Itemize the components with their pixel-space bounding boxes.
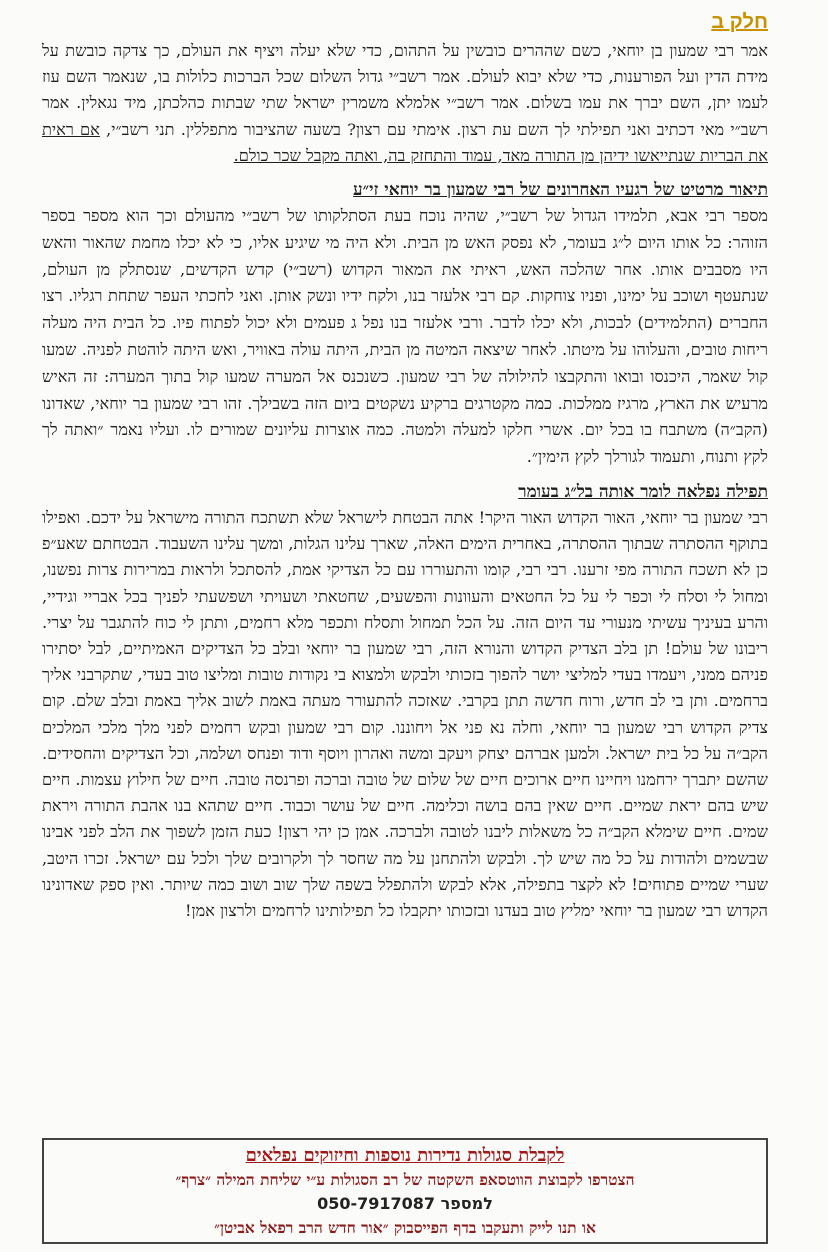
intro-text: אמר רבי שמעון בן יוחאי, כשם שההרים כובשין על התהום, כדי שלא יעלה ויציף את העולם, כך צדקה כובשת על מידת הדין ועל הפורענות, כדי שלא יבוא לעולם. אמר רשב״י גדול השלום שכל הברכות כלולות בו, שנאמר השם עוז לעמו יתן, השם יברך את עמו בשלום. אמר רשב״י אלמלא משמרין ישראל שתי שבתות כהלכתן, מיד נגאלין. אמר רשב״י מאי דכתיב ואני תפילתי לך השם עת רצון. אימתי עם רצון? בשעה שהציבור מתפללין. תני רשב״י, [42, 41, 768, 139]
part-heading: חלק ב [711, 11, 768, 33]
intro-paragraph [42, 38, 768, 169]
contact-box [42, 1138, 768, 1244]
intro-underlined-text: אם ראית את הבריות שנתייאשו ידיהן מן התורה מאד, עמוד והתחזק בה, ואתה מקבל שכר כולם. [42, 119, 768, 165]
phone-label: למספר [440, 1194, 493, 1213]
prayer-paragraph: רבי שמעון בר יוחאי, האור הקדוש האור היקר! אתה הבטחת לישראל שלא תשתכח התורה מישראל על ידכם. ואפילו בתוקף ההסתרה שבתוך ההסתרה, באחרית הימים האלה, שארך עלינו הגלות, ומשך עלינו השעבוד. הבטחתם שאע״פ כן לא תשכח התורה מפי זרענו. רבי רבי, קומו והתעוררו עם כל הצדיקי אמת, להסתכל ולראות במרירות צרות נפשנו, ומחול לי וסלח לי וכפר לי על כל החטאים והעוונות והפשעים, שחטאתי ושעויתי ושפשעתי לפניך בכל אבריי וגידיי, והרע בעיניך עשיתי מנעורי עד היום הזה. על הכל תמחול ותסלח ותכפר מלא רחמים, ותתן לי כוח להתגבר על יצרי. ריבונו של עולם! תן בלב הצדיק הקדוש והנורא הזה, רבי שמעון בר יוחאי ובלב כל הצדיקים האמיתיים, לבל יסתירו פניהם ממני, ויעמדו בעדי למליצי יושר להפוך בזכותי ולבקש ולמצוא בי נקודות טובות ומליצו טוב בעדי, שתקרבני אליך ברחמים. ותן בי לב חדש, ורוח חדשה תתן בקרבי. שאזכה להתעורר מעתה באמת לשוב אליך באמת ובלב שלם. קום צדיק הקדוש רבי שמעון בר יוחאי, וחלה נא פני אל ויחוננו. קום רבי שמעון ובקש רחמים לפני מלך מלכי המלכים הקב״ה על כל בית ישראל. ולמען אברהם יצחק ויעקב ומשה ואהרון ויוסף ודוד ופנחס ושלמה, וכל הצדיקים והחסידים. שהשם יתברך ירחמנו ויחיינו חיים ארוכים חיים של שלום של טובה וברכה ופרנסה טובה. חיים של חילוץ עצמות. חיים שיש בהם יראת שמיים. חיים שאין בהם בושה וכלימה. חיים של עושר וכבוד. חיים שתהא בנו אהבת התורה ויראת שמים. חיים שימלא הקב״ה כל משאלות ליבנו לטובה ולברכה. אמן כן יהי רצון! כעת הזמן לשפוך את הלב לפני אבינו שבשמים ולהודות על כל מה שיש לך. ולבקש ולהתחנן על מה שחסר לך ולקרובים שלך ולכל עם ישראל. זכרו היטב, שערי שמיים פתוחים! לא לקצר בתפילה, אלא לבקש ולהתפלל בשפה שלך שוב ושוב כמה שיותר. ואין ספק שאדונינו הקדוש רבי שמעון בר יוחאי ימליץ טוב בעדנו ובזכותו יתקבלו כל תפילותינו לרחמים ולרצון אמן! [42, 507, 768, 921]
phone-number: 050-7917087 [317, 1194, 436, 1213]
phone-line [44, 1192, 766, 1216]
box-headline: לקבלת סגולות נדירות נוספות וחיזוקים נפלאים [245, 1145, 565, 1166]
last-moments-paragraph: מספר רבי אבא, תלמידו הגדול של רשב״י, שהיה נוכח בעת הסתלקותו של רשב״י מהעולם וכך הוא מספר בספר הזוהר: כל אותו היום ל״ג בעומר, לא נפסק האש מן הבית. ולא היה מי שיגיע אליו, כי לא יכלו מחמת שהאור והאש היו מסבבים אותו. אחר שהלכה האש, ראיתי את המאור הקדוש (רשב״י) קדש הקדשים, שנסתלק מן העולם, שנתעטף ושוכב על ימינו, ופניו צוחקות. קם רבי אלעזר בנו, ולקח ידיו ונשק אותן. ואני לחכתי העפר שתחת רגליו. רצו החברים (התלמידים) לבכות, ולא יכלו לדבר. ורבי אלעזר בנו נפל ג פעמים ולא יכול לפתוח פיו. כל הבית היה מעלה ריחות טובים, והעלוהו על מיטתו. לאחר שיצאה המיטה מן הבית, היתה עולה באוויר, ואש היתה לוהטת לפניה. שמעו קול שאמר, היכנסו ובואו והתקבצו להילולה של רבי שמעון. כשנכנס אל המערה שמעו קול בתוך המערה: זה האיש מרעיש את הארץ, מרגיז ממלכות. כמה מקטרגים ברקיע נשקטים ביום הזה בשבילך. זהו רבי שמעון בר יוחאי, שאדונו (הקב״ה) משתבח בו בכל יום. אשרי חלקו למעלה ולמטה. כמה אוצרות עליונים שמורים לו. ועליו נאמר ״ואתה לך לקץ ותנוח, ותעמוד לגורלך לקץ הימין״. [42, 206, 768, 467]
facebook-instruction: או תנו לייק ותעקבו בדף הפייסבוק ״אור חדש הרב רפאל אביטן״ [214, 1218, 596, 1237]
whatsapp-instruction: הצטרפו לקבוצת הווטסאפ השקטה של רב הסגולות ע״י שליחת המילה ״צרף״ [175, 1170, 635, 1189]
section-title-prayer: תפילה נפלאה לומר אותה בל״ג בעומר [518, 481, 768, 502]
section-title-last-moments: תיאור מרטיט של רגעיו האחרונים של רבי שמעון בר יוחאי זי״ע [353, 180, 768, 201]
